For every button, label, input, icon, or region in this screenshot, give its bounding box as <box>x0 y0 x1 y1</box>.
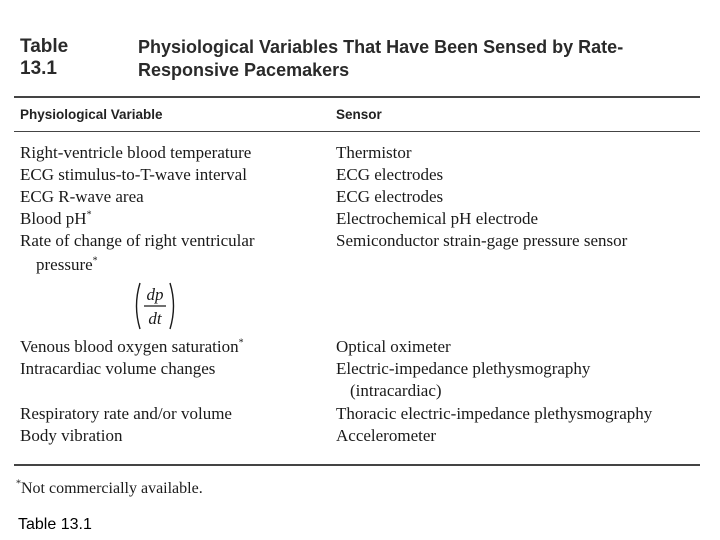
table-footnote <box>16 480 203 498</box>
footnote-marker: * <box>86 209 92 221</box>
formula-numerator: dp <box>146 285 164 304</box>
table-cell-variable: ECG R-wave area <box>20 187 144 206</box>
variable-text: pressure <box>36 255 93 274</box>
table-title: Physiological Variables That Have Been Sensed by Rate-Responsive Pacemakers <box>138 37 624 80</box>
footnote-text: Not commercially available. <box>21 480 203 497</box>
table-cell-sensor-continued: (intracardiac) <box>350 381 442 400</box>
footnote-marker: * <box>16 478 21 490</box>
table-number: Table 13.1 <box>20 36 69 79</box>
table-cell-variable <box>20 208 92 230</box>
table-cell-variable: Body vibration <box>20 426 123 445</box>
dp-dt-formula <box>132 280 178 332</box>
table-cell-sensor: Semiconductor strain-gage pressure sensor <box>336 231 628 250</box>
table-cell-sensor: Optical oximeter <box>336 337 451 356</box>
variable-text: Venous blood oxygen saturation <box>20 337 239 356</box>
table-cell-sensor: Electrochemical pH electrode <box>336 209 538 228</box>
table-cell-sensor: Electric-impedance plethysmography <box>336 359 591 378</box>
table-cell-sensor: ECG electrodes <box>336 187 444 206</box>
formula-denominator: dt <box>148 309 162 328</box>
footnote-marker: * <box>92 255 98 267</box>
bottom-rule <box>14 464 700 466</box>
header-rule <box>14 131 700 132</box>
table-cell-variable-continued <box>36 254 98 276</box>
footnote-marker: * <box>238 337 244 349</box>
table-cell-sensor: Accelerometer <box>336 426 437 445</box>
table-cell-variable: ECG stimulus-to-T-wave interval <box>20 165 247 184</box>
left-paren <box>137 283 141 329</box>
table-cell-sensor: Thoracic electric-impedance plethysmography <box>336 404 653 423</box>
header-physiological-variable: Physiological Variable <box>20 107 163 122</box>
table-cell-sensor: Thermistor <box>336 143 412 162</box>
variable-text: Blood pH <box>20 209 87 228</box>
header-sensor: Sensor <box>336 107 382 122</box>
slide-caption: Table 13.1 <box>18 516 92 533</box>
table-cell-variable <box>20 336 244 358</box>
top-rule <box>14 96 700 98</box>
table-cell-variable: Right-ventricle blood temperature <box>20 143 252 162</box>
right-paren <box>170 283 174 329</box>
table-cell-sensor: ECG electrodes <box>336 165 444 184</box>
table-cell-variable: Rate of change of right ventricular <box>20 231 255 250</box>
table-cell-variable: Respiratory rate and/or volume <box>20 404 232 423</box>
table-cell-variable: Intracardiac volume changes <box>20 359 216 378</box>
